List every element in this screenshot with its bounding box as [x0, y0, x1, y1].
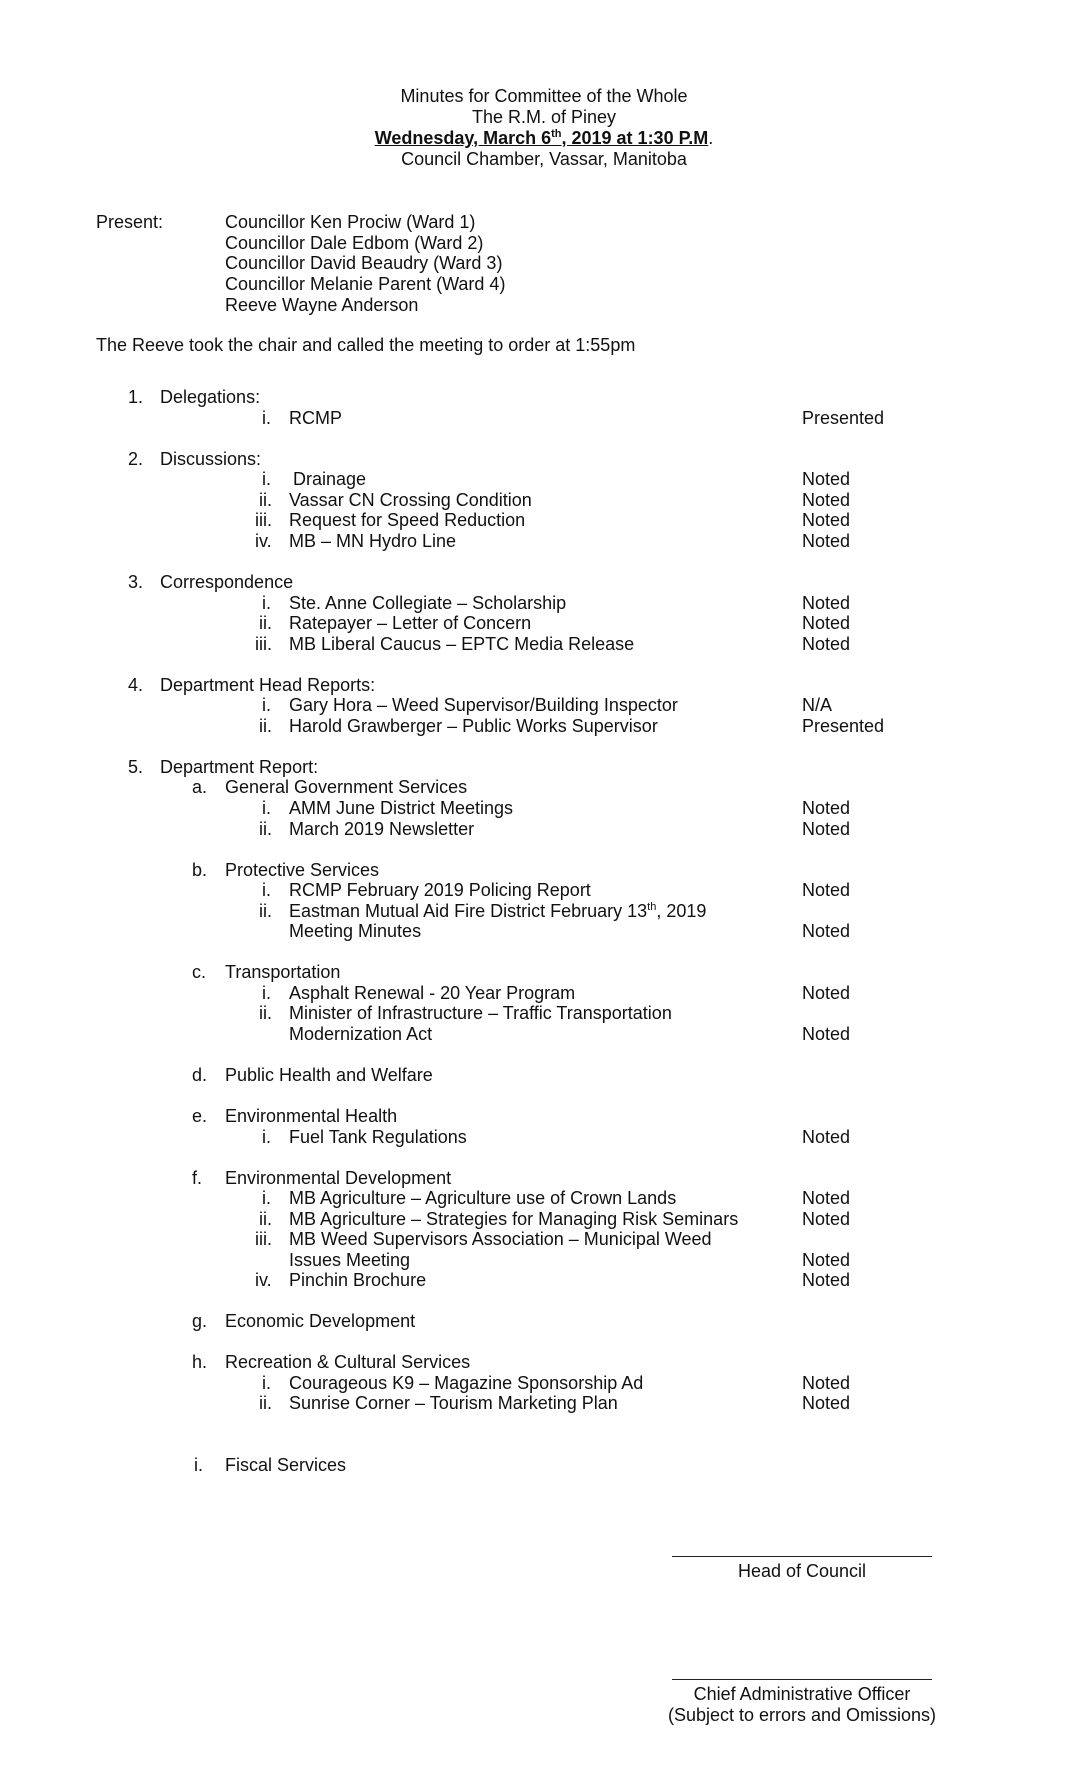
- subsection-letter: h.: [192, 1352, 208, 1372]
- item-text: Request for Speed Reduction: [289, 510, 526, 530]
- section-number: 2.: [128, 449, 144, 469]
- meeting-date: Wednesday, March 6th, 2019 at 1:30 P.M.: [374, 128, 714, 148]
- signature-line-head: [672, 1556, 932, 1557]
- subsection-title: Protective Services: [225, 860, 380, 880]
- item-text: MB Agriculture – Agriculture use of Crown Lands: [289, 1188, 677, 1208]
- subsection-title: Fiscal Services: [225, 1455, 347, 1475]
- doc-title: Minutes for Committee of the Whole: [400, 86, 688, 106]
- subsection-letter: b.: [192, 860, 208, 880]
- section-title: Discussions:: [160, 449, 262, 469]
- item-text: Vassar CN Crossing Condition: [289, 490, 532, 510]
- item-status: Noted: [802, 798, 851, 818]
- item-numeral: iii.: [255, 634, 272, 654]
- item-numeral: ii.: [259, 716, 272, 736]
- item-text: Fuel Tank Regulations: [289, 1127, 467, 1147]
- item-numeral: i.: [262, 469, 271, 489]
- item-numeral: ii.: [259, 901, 272, 921]
- item-status: Presented: [802, 716, 885, 736]
- item-numeral: ii.: [259, 1209, 272, 1229]
- item-text: Sunrise Corner – Tourism Marketing Plan: [289, 1393, 618, 1413]
- item-status: Noted: [802, 1209, 851, 1229]
- item-text: MB – MN Hydro Line: [289, 531, 457, 551]
- section-number: 4.: [128, 675, 144, 695]
- subsection-title: Economic Development: [225, 1311, 416, 1331]
- signature-head-of-council: Head of Council: [737, 1561, 867, 1581]
- item-status: Presented: [802, 408, 885, 428]
- item-numeral: i.: [262, 1373, 271, 1393]
- item-text: Minister of Infrastructure – Traffic Transportation: [289, 1003, 672, 1023]
- item-numeral: iv.: [255, 531, 272, 551]
- item-status: Noted: [802, 921, 851, 941]
- present-member: Councillor David Beaudry (Ward 3): [225, 253, 503, 273]
- subsection-letter: f.: [192, 1168, 203, 1188]
- signature-cao: Chief Administrative Officer: [693, 1684, 911, 1704]
- item-status: Noted: [802, 1373, 851, 1393]
- section-title: Department Head Reports:: [160, 675, 376, 695]
- subsection-letter: e.: [192, 1106, 208, 1126]
- item-text-continued: Issues Meeting: [289, 1250, 411, 1270]
- subsection-letter: g.: [192, 1311, 208, 1331]
- present-label: Present:: [96, 212, 164, 232]
- present-member: Councillor Ken Prociw (Ward 1): [225, 212, 476, 232]
- meeting-location: Council Chamber, Vassar, Manitoba: [401, 149, 687, 169]
- item-text: MB Agriculture – Strategies for Managing Risk Seminars: [289, 1209, 739, 1229]
- present-member: Councillor Dale Edbom (Ward 2): [225, 233, 484, 253]
- item-text-continued: Meeting Minutes: [289, 921, 422, 941]
- item-status: Noted: [802, 469, 851, 489]
- subsection-title: Recreation & Cultural Services: [225, 1352, 471, 1372]
- item-status: Noted: [802, 1270, 851, 1290]
- item-status: Noted: [802, 593, 851, 613]
- item-text: Courageous K9 – Magazine Sponsorship Ad: [289, 1373, 644, 1393]
- item-status: Noted: [802, 1024, 851, 1044]
- subsection-letter: c.: [192, 962, 207, 982]
- call-to-order: The Reeve took the chair and called the meeting to order at 1:55pm: [96, 335, 636, 355]
- item-numeral: i.: [262, 1188, 271, 1208]
- item-numeral: i.: [262, 593, 271, 613]
- item-status: Noted: [802, 1393, 851, 1413]
- item-numeral: ii.: [259, 1003, 272, 1023]
- item-text: Pinchin Brochure: [289, 1270, 427, 1290]
- section-title: Department Report:: [160, 757, 319, 777]
- item-text: Harold Grawberger – Public Works Supervisor: [289, 716, 658, 736]
- section-title: Delegations:: [160, 387, 261, 407]
- item-text: Ste. Anne Collegiate – Scholarship: [289, 593, 567, 613]
- subsection-title: Public Health and Welfare: [225, 1065, 433, 1085]
- section-number: 5.: [128, 757, 144, 777]
- subsection-letter: d.: [192, 1065, 208, 1085]
- item-text: RCMP: [289, 408, 342, 428]
- item-status: Noted: [802, 1250, 851, 1270]
- item-status: Noted: [802, 531, 851, 551]
- item-numeral: ii.: [259, 1393, 272, 1413]
- subsection-title: Environmental Development: [225, 1168, 452, 1188]
- item-status: N/A: [802, 695, 833, 715]
- item-numeral: i.: [262, 798, 271, 818]
- item-numeral: iii.: [255, 510, 272, 530]
- section-title: Correspondence: [160, 572, 294, 592]
- item-numeral: iv.: [255, 1270, 272, 1290]
- item-numeral: i.: [262, 1127, 271, 1147]
- item-text: March 2019 Newsletter: [289, 819, 475, 839]
- item-numeral: i.: [262, 408, 271, 428]
- subsection-letter: a.: [192, 777, 208, 797]
- subsection-title: Environmental Health: [225, 1106, 398, 1126]
- item-text-continued: Modernization Act: [289, 1024, 433, 1044]
- item-status: Noted: [802, 510, 851, 530]
- item-status: Noted: [802, 490, 851, 510]
- item-numeral: ii.: [259, 613, 272, 633]
- item-text: MB Liberal Caucus – EPTC Media Release: [289, 634, 635, 654]
- item-text: RCMP February 2019 Policing Report: [289, 880, 591, 900]
- item-numeral: iii.: [255, 1229, 272, 1249]
- item-text: Eastman Mutual Aid Fire District February 13th, 2019: [289, 901, 707, 921]
- present-member: Reeve Wayne Anderson: [225, 295, 419, 315]
- subsection-title: General Government Services: [225, 777, 468, 797]
- item-text: MB Weed Supervisors Association – Municipal Weed: [289, 1229, 712, 1249]
- item-status: Noted: [802, 819, 851, 839]
- signature-line-cao: [672, 1679, 932, 1680]
- errors-note: (Subject to errors and Omissions): [667, 1705, 937, 1725]
- section-number: 1.: [128, 387, 144, 407]
- item-status: Noted: [802, 1188, 851, 1208]
- item-numeral: i.: [262, 695, 271, 715]
- item-numeral: ii.: [259, 490, 272, 510]
- item-status: Noted: [802, 983, 851, 1003]
- item-text: AMM June District Meetings: [289, 798, 514, 818]
- item-text: Ratepayer – Letter of Concern: [289, 613, 532, 633]
- item-status: Noted: [802, 613, 851, 633]
- item-status: Noted: [802, 880, 851, 900]
- item-text: Asphalt Renewal - 20 Year Program: [289, 983, 576, 1003]
- item-status: Noted: [802, 634, 851, 654]
- subsection-letter: i.: [194, 1455, 203, 1475]
- subsection-title: Transportation: [225, 962, 341, 982]
- item-status: Noted: [802, 1127, 851, 1147]
- item-numeral: i.: [262, 983, 271, 1003]
- present-member: Councillor Melanie Parent (Ward 4): [225, 274, 506, 294]
- item-text: Gary Hora – Weed Supervisor/Building Inspector: [289, 695, 678, 715]
- item-numeral: ii.: [259, 819, 272, 839]
- item-numeral: i.: [262, 880, 271, 900]
- municipality-name: The R.M. of Piney: [471, 107, 617, 127]
- section-number: 3.: [128, 572, 144, 592]
- item-text: Drainage: [293, 469, 367, 489]
